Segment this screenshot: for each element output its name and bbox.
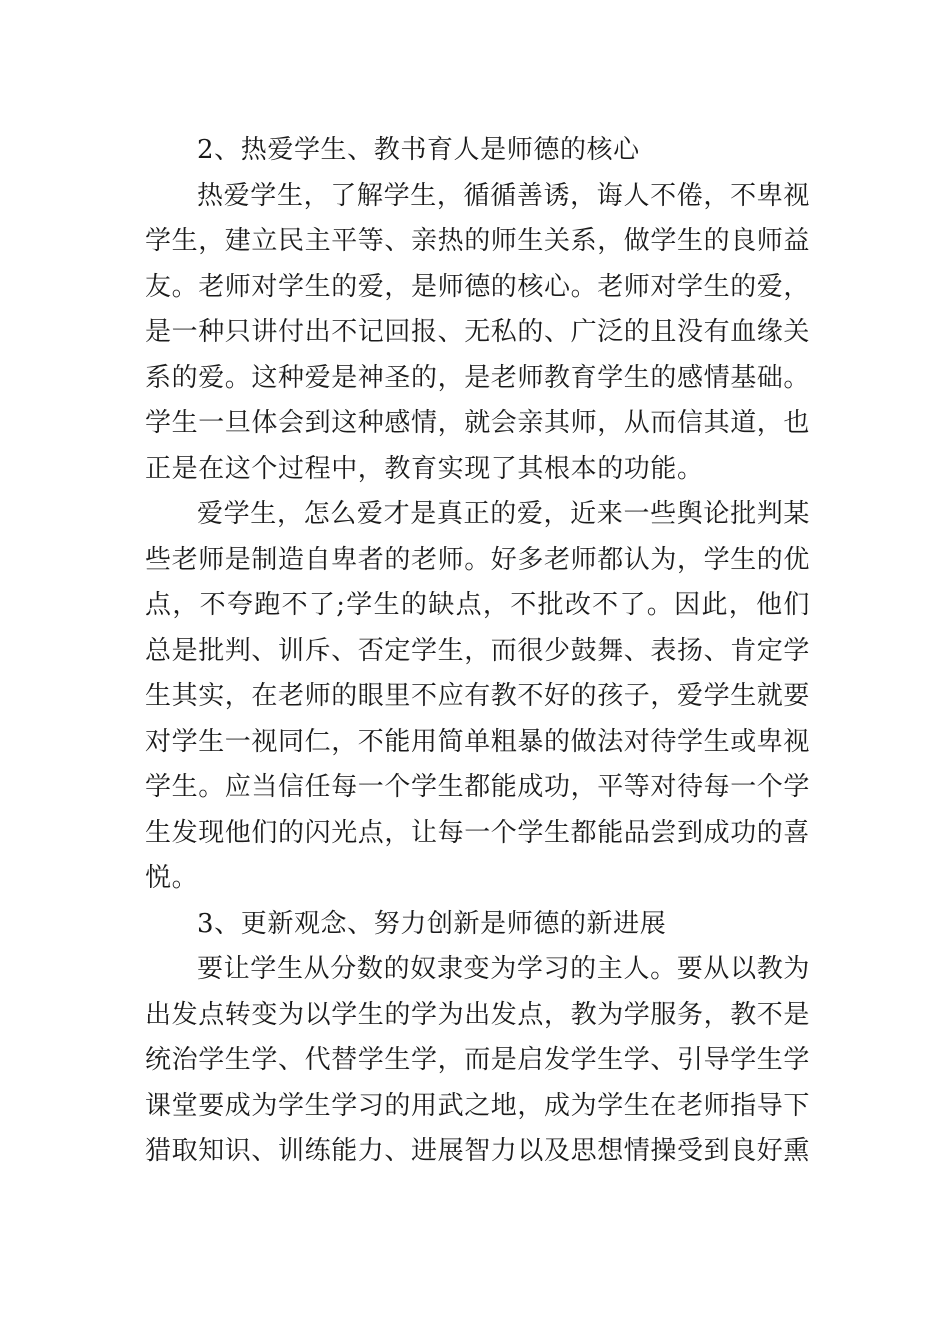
paragraph-love-students: 热爱学生，了解学生，循循善诱，诲人不倦，不卑视学生，建立民主平等、亲热的师生关系，做学生的良师益友。老师对学生的爱，是师德的核心。老师对学生的爱，是一种只讲付出不记回报、无私的、广泛的且没有血缘关系的爱。这种爱是神圣的，是老师教育学生的感情基础。学生一旦体会到这种感情，就会亲其师，从而信其道，也正是在这个过程中，教育实现了其根本的功能。 [145,180,811,484]
section-heading-3: 3、更新观念、努力创新是师德的新进展 [197,908,667,939]
section-heading-2: 2、热爱学生、教书育人是师德的核心 [197,135,640,165]
paragraph-how-to-love: 爱学生，怎么爱才是真正的爱，近来一些舆论批判某些老师是制造自卑者的老师。好多老师都认为，学生的优点，不夸跑不了;学生的缺点，不批改不了。因此，他们总是批判、训斥、否定学生，而很少鼓舞、表扬、肯定学生其实，在老师的眼里不应有教不好的孩子，爱学生就要对学生一视同仁，不能用简单粗暴的做法对待学生或卑视学生。应当信任每一个学生都能成功，平等对待每一个学生发现他们的闪光点，让每一个学生都能品尝到成功的喜悦。 [145,499,811,893]
document-body [145,128,810,1175]
paragraph-student-master: 要让学生从分数的奴隶变为学习的主人。要从以教为出发点转变为以学生的学为出发点，教为学服务，教不是统治学生学、代替学生学，而是启发学生学、引导学生学课堂要成为学生学习的用武之地，成为学生在老师指导下猎取知识、训练能力、进展智力以及思想情操受到良好熏 [145,954,811,1166]
